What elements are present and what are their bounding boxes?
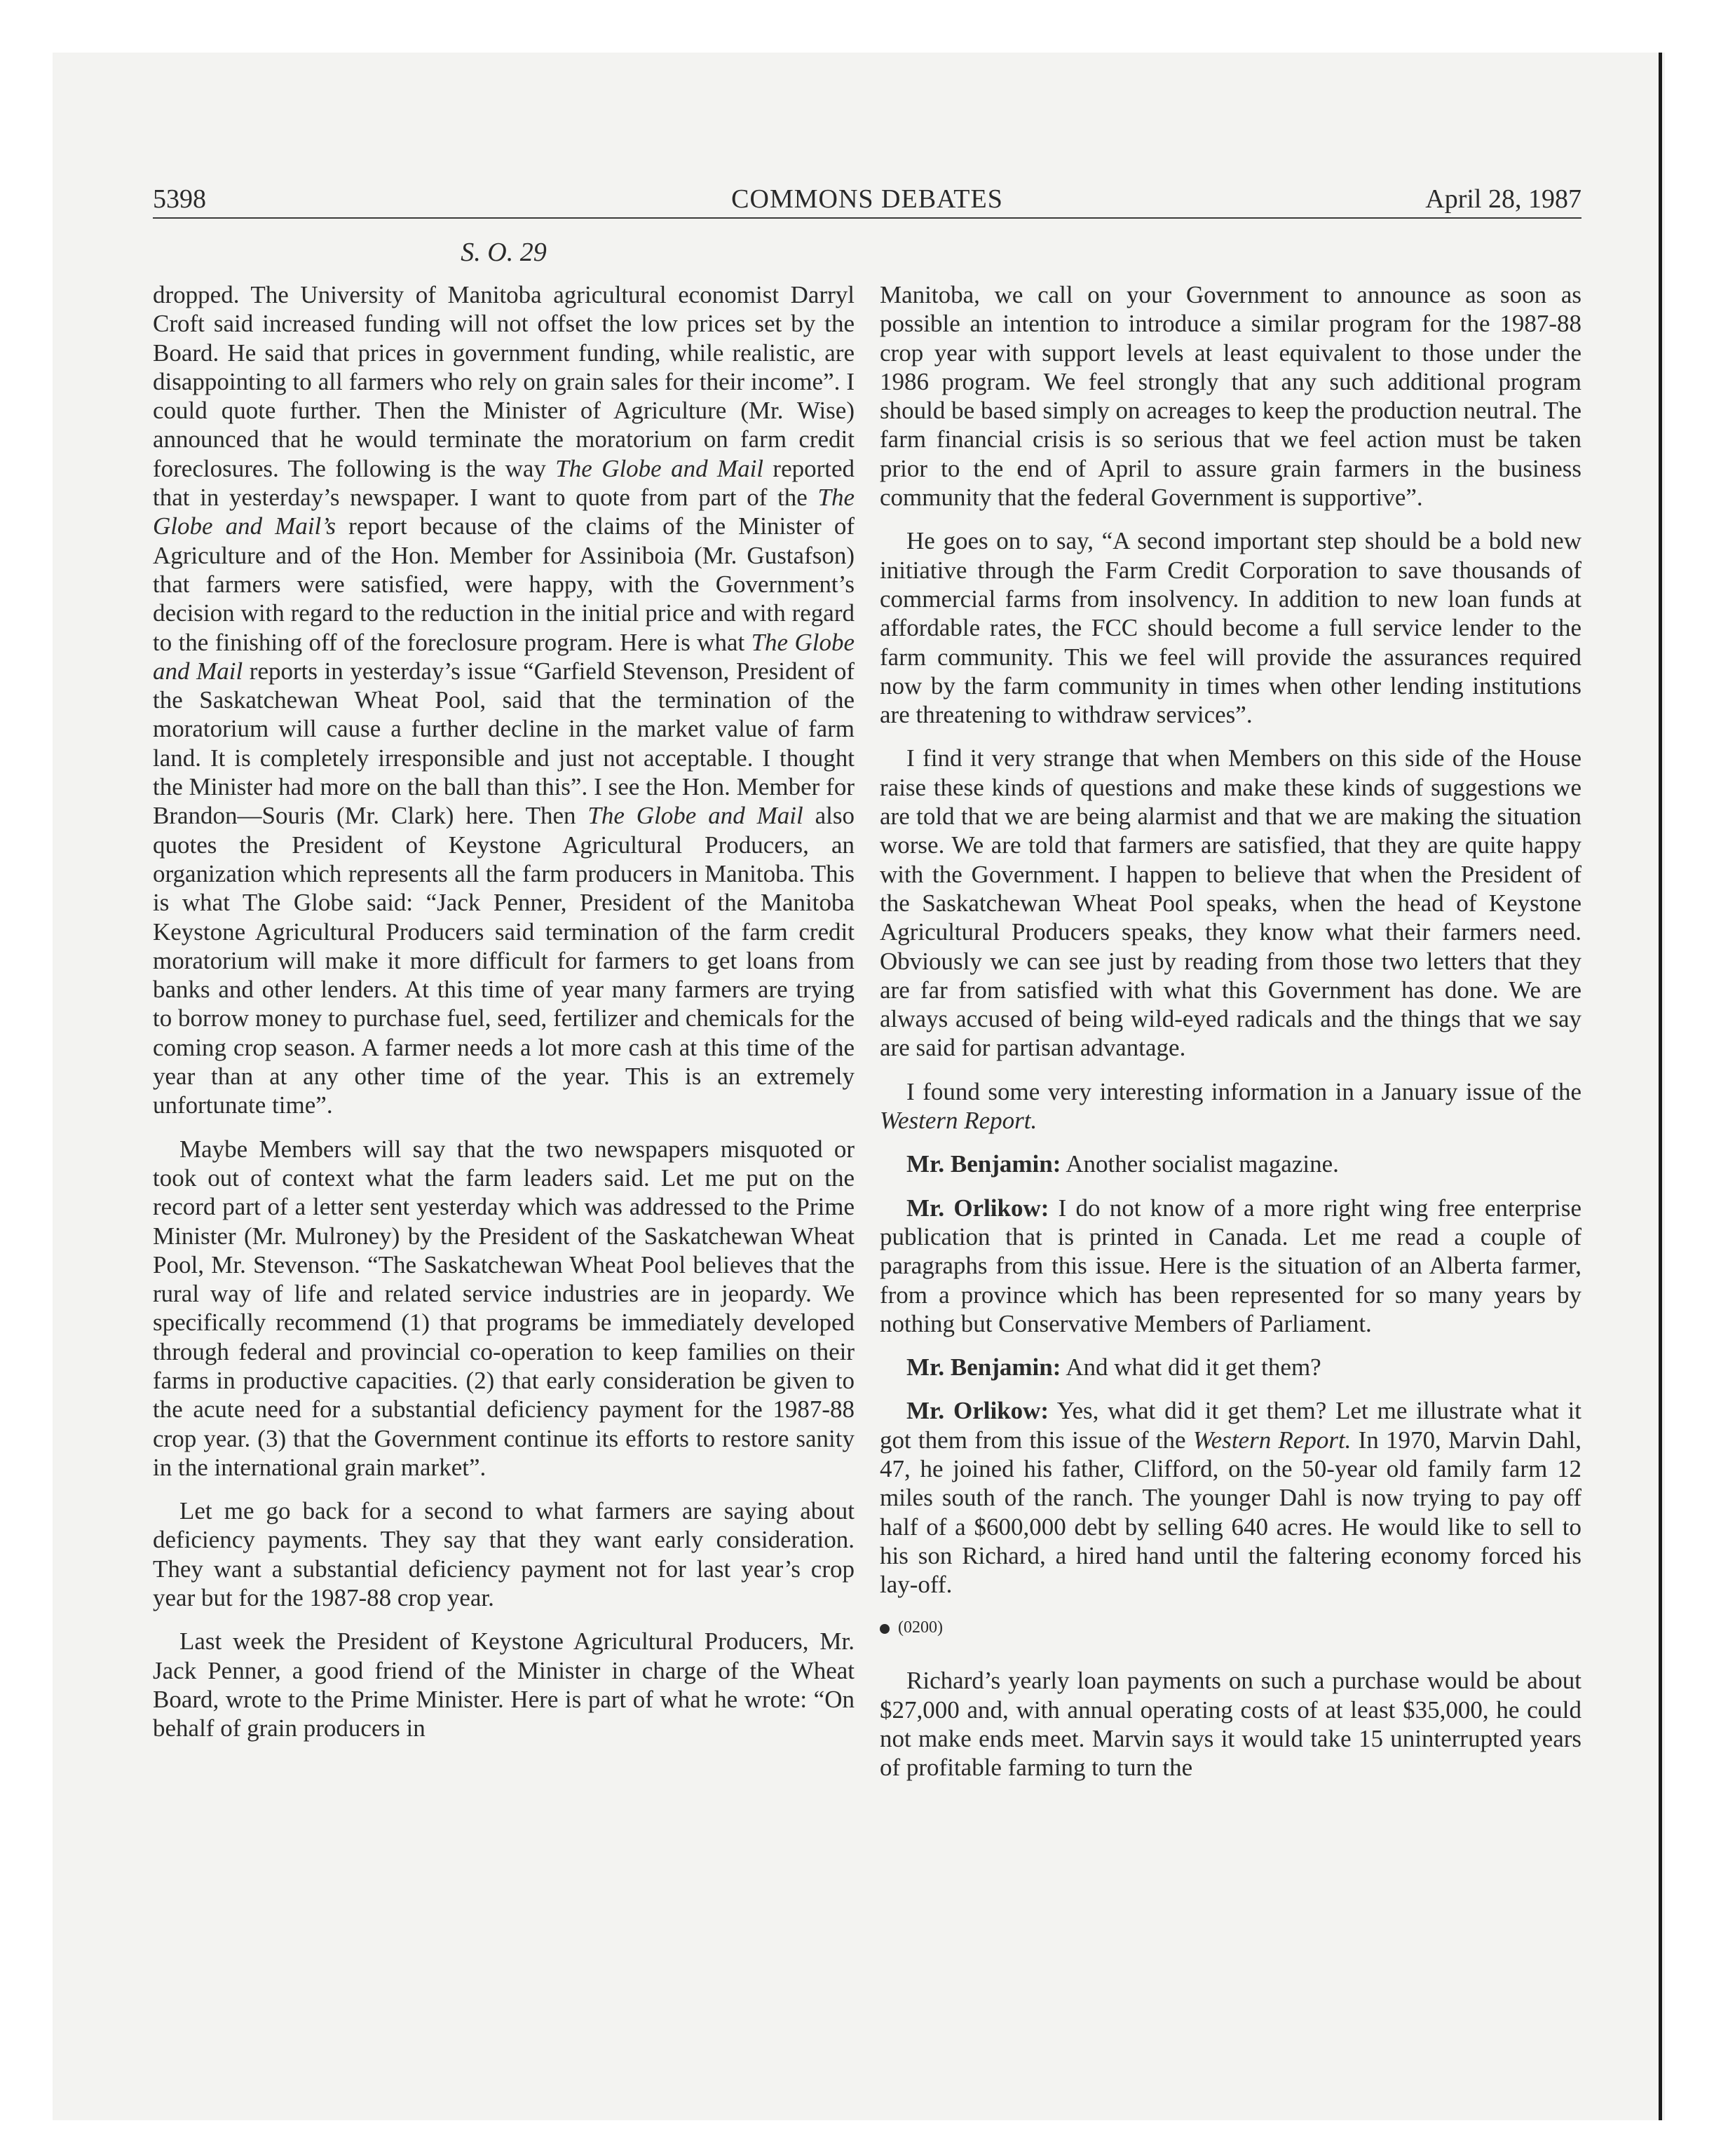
left-column <box>153 280 855 1758</box>
speaker-name: Mr. Benjamin: <box>906 1353 1061 1381</box>
paragraph: dropped. The University of Manitoba agricultural economist Darryl Croft said increased funding will not offset the low prices set by the Board. He said that prices in government funding, while realistic, are disappointing to all farmers who rely on grain sales for their income”. I could quote further. Then the Minister of Agriculture (Mr. Wise) announced that he would terminate the moratorium on farm credit foreclosures. The following is the way The Globe and Mail reported that in yesterday’s newspaper. I want to quote from part of the The Globe and Mail’s report because of the claims of the Minister of Agriculture and of the Hon. Member for Assiniboia (Mr. Gustafson) that farmers were satisfied, were happy, with the Government’s decision with regard to the reduction in the initial price and with regard to the finishing off of the foreclosure program. Here is what The Globe and Mail reports in yesterday’s issue “Garfield Stevenson, President of the Saskatchewan Wheat Pool, said that the termination of the moratorium will cause a further decline in the market value of farm land. It is completely irresponsible and just not acceptable. I thought the Minister had more on the ball than this”. I see the Hon. Member for Brandon—Souris (Mr. Clark) here. Then The Globe and Mail also quotes the President of Keystone Agricultural Producers, an organization which represents all the farm producers in Manitoba. This is what The Globe said: “Jack Penner, President of the Manitoba Keystone Agricultural Producers said termination of the farm credit moratorium will make it more difficult for farmers to get loans from banks and other lenders. At this time of year many farmers are trying to borrow money to purchase fuel, seed, fertilizer and chemicals for the coming crop season. A farmer needs a lot more cash at this time of the year than at any other time of the year. This is an extremely unfortunate time”. <box>153 281 855 1119</box>
speech: Mr. Benjamin: And what did it get them? <box>906 1353 1321 1381</box>
paragraph: I find it very strange that when Members on this side of the House raise these kinds of questions and make these kinds of suggestions we are told that we are being alarmist and that we are making the situation worse. We are told that farmers are satisfied, that they are quite happy with the Government. I happen to believe that when the President of the Saskatchewan Wheat Pool speaks, when the head of Keystone Agricultural Producers speaks, they know what their farmers need. Obviously we can see just by reading from those two letters that they are far from satisfied with what this Government has done. We are always accused of being wild-eyed radicals and the things that we say are said for partisan advantage. <box>880 744 1581 1062</box>
paragraph: Maybe Members will say that the two newspapers misquoted or took out of context what the farm leaders said. Let me put on the record part of a letter sent yesterday which was addressed to the Prime Minister (Mr. Mulroney) by the President of the Saskatchewan Wheat Pool, Mr. Stevenson. “The Saskatchewan Wheat Pool believes that the rural way of life and related service industries are in jeopardy. We specifically recommend (1) that programs be immediately developed through federal and provincial co-operation to keep families on their farms in productive capacities. (2) that early consideration be given to the acute need for a substantial deficiency payment for the 1987-88 crop year. (3) that the Government continue its efforts to restore sanity in the international grain market”. <box>153 1135 855 1481</box>
paragraph: I found some very interesting information in a January issue of the Western Report. <box>880 1077 1581 1135</box>
speech: Mr. Orlikow: Yes, what did it get them? Let me illustrate what it got them from this issue of the Western Report. In 1970, Marvin Dahl, 47, he joined his father, Clifford, on the 50-year old family farm 12 miles south of the ranch. The younger Dahl is now trying to pay off half of a $600,000 debt by selling 640 acres. He would like to sell to his son Richard, a hired hand until the faltering economy forced his lay-off. <box>880 1397 1581 1599</box>
running-header <box>153 181 1581 219</box>
speech: Mr. Benjamin: Another socialist magazine. <box>906 1150 1339 1178</box>
publication-title: COMMONS DEBATES <box>731 184 1003 214</box>
bullet-icon <box>880 1624 890 1634</box>
paragraph: He goes on to say, “A second important step should be a bold new initiative through the Farm Credit Corporation to save thousands of commercial farms from insolvency. In addition to new loan funds at affordable rates, the FCC should become a full service lender to the farm community. This we feel will provide the assurances required now by the farm community in times when other lending institutions are threatening to withdraw services”. <box>880 527 1581 729</box>
speaker-name: Mr. Benjamin: <box>906 1150 1061 1178</box>
header-date: April 28, 1987 <box>1425 184 1581 214</box>
publication-name: The Globe and Mail <box>587 802 803 830</box>
paragraph: Let me go back for a second to what farmers are saying about deficiency payments. They say that they want early consideration. They want a substantial deficiency payment not for last year’s crop year but for the 1987-88 crop year. <box>153 1497 855 1612</box>
publication-name: The Globe and Mail <box>153 628 855 685</box>
publication-name: Western Report. <box>880 1107 1037 1135</box>
speaker-name: Mr. Orlikow: <box>906 1397 1049 1425</box>
publication-name: Western Report. <box>1192 1426 1352 1454</box>
time-marker <box>880 1613 1581 1642</box>
time-marker-label: (0200) <box>898 1618 943 1637</box>
page-number: 5398 <box>153 184 206 214</box>
standing-order-label: S. O. 29 <box>461 238 547 267</box>
speaker-name: Mr. Orlikow: <box>906 1194 1049 1222</box>
paragraph: Richard’s yearly loan payments on such a purchase would be about $27,000 and, with annual operating costs of at least $35,000, he could not make ends meet. Marvin says it would take 15 uninterrupted years of profitable farming to turn the <box>880 1667 1581 1782</box>
right-column <box>880 280 1581 1797</box>
paragraph: Manitoba, we call on your Government to announce as soon as possible an intention to introduce a similar program for the 1987-88 crop year with support levels at least equivalent to those under the 1986 program. We feel strongly that any such additional program should be based simply on acreages to keep the production neutral. The farm financial crisis is so serious that we feel action must be taken prior to the end of April to assure grain farmers in the business community that the federal Government is supportive”. <box>880 281 1581 512</box>
publication-name: The Globe and Mail <box>555 454 764 482</box>
page-edge-rule <box>1659 53 1662 2120</box>
publication-name: The Globe and Mail’s <box>153 484 855 540</box>
paragraph: Last week the President of Keystone Agricultural Producers, Mr. Jack Penner, a good friend of the Minister in charge of the Wheat Board, wrote to the Prime Minister. Here is part of what he wrote: “On behalf of grain producers in <box>153 1628 855 1742</box>
speech: Mr. Orlikow: I do not know of a more right wing free enterprise publication that is printed in Canada. Let me read a couple of paragraphs from this issue. Here is the situation of an Alberta farmer, from a province which has been represented for so many years by nothing but Conservative Members of Parliament. <box>880 1194 1582 1337</box>
